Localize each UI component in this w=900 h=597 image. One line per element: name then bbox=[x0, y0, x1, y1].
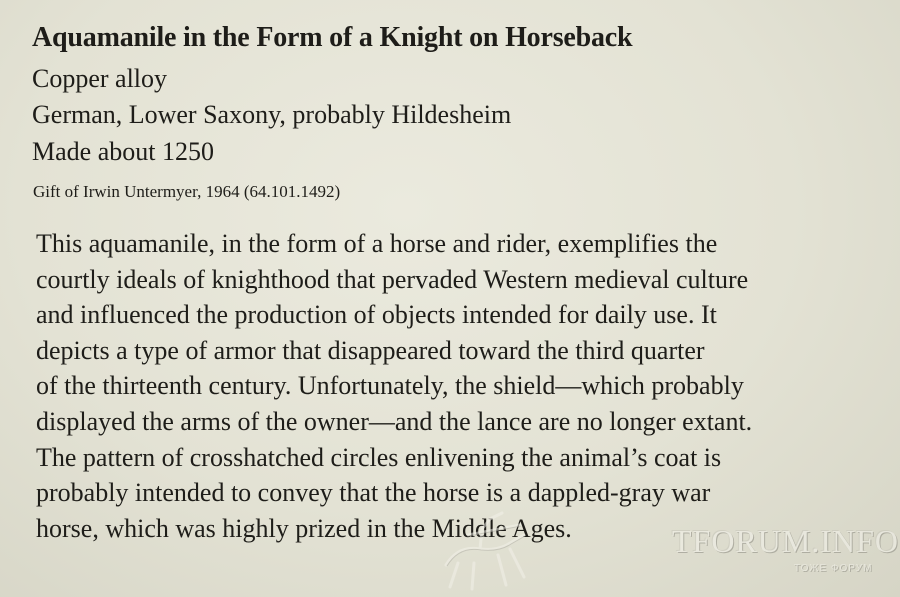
description-line: of the thirteenth century. Unfortunately, the shield—which probably bbox=[36, 371, 744, 401]
watermark bbox=[400, 505, 900, 595]
description-line: depicts a type of armor that disappeared toward the third quarter bbox=[36, 335, 705, 365]
description-line: The pattern of crosshatched circles enlivening the animal’s coat is bbox=[36, 442, 722, 472]
horseman-emblem-icon bbox=[428, 505, 548, 595]
description-line: horse, which was highly prized in the Middle Ages. bbox=[36, 513, 572, 543]
description-line: This aquamanile, in the form of a horse and rider, exemplifies the bbox=[36, 229, 718, 258]
watermark-text: TFORUM.INFO bbox=[672, 523, 900, 559]
label-date: Made about 1250 bbox=[32, 137, 214, 166]
label-origin: German, Lower Saxony, probably Hildesheim bbox=[32, 100, 512, 129]
label-description bbox=[36, 226, 752, 546]
watermark-subtext: ТОЖЕ ФОРУМ bbox=[794, 563, 873, 574]
description-line: and influenced the production of objects intended for daily use. It bbox=[36, 300, 717, 330]
description-line: displayed the arms of the owner—and the lance are no longer extant. bbox=[36, 406, 753, 436]
description-line: courtly ideals of knighthood that pervaded Western medieval culture bbox=[36, 264, 749, 294]
label-material: Copper alloy bbox=[32, 64, 168, 93]
label-credit-line: Gift of Irwin Untermyer, 1964 (64.101.1492) bbox=[33, 182, 341, 201]
label-title: Aquamanile in the Form of a Knight on Horseback bbox=[32, 22, 633, 53]
description-line: probably intended to convey that the horse is a dappled-gray war bbox=[36, 478, 711, 508]
